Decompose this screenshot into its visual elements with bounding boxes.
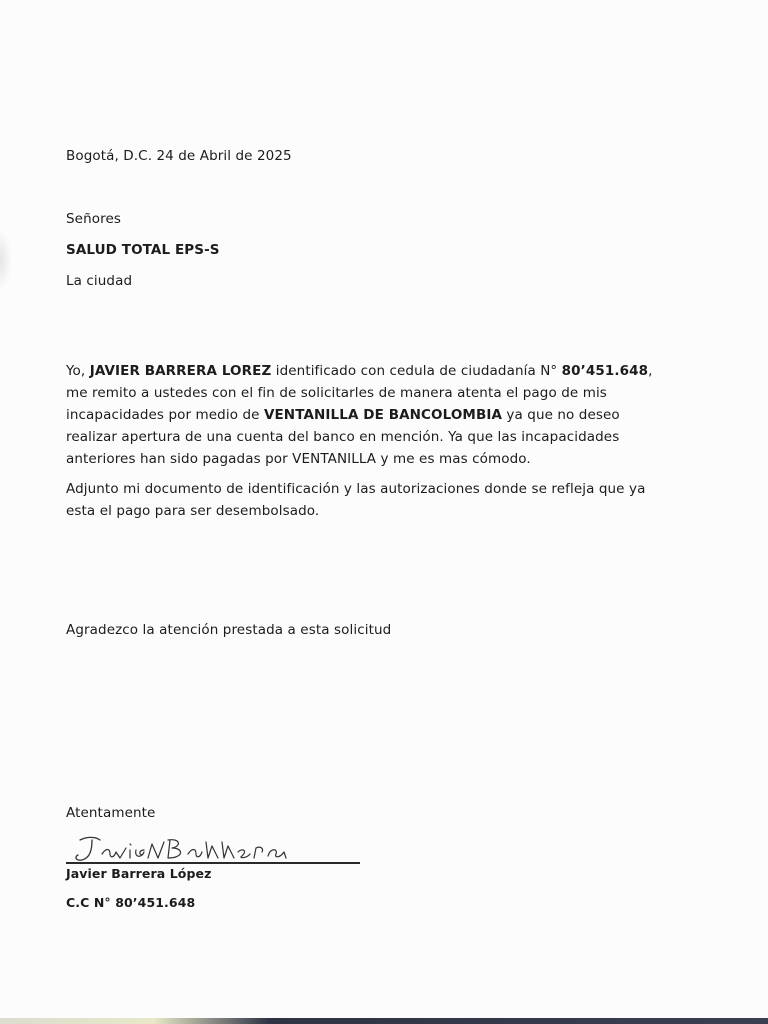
recipient: SALUD TOTAL EPS-S (66, 242, 220, 258)
requester-name: JAVIER BARRERA LOREZ (89, 363, 272, 379)
text: , (648, 363, 653, 379)
closing: Atentamente (66, 805, 156, 821)
place-date: Bogotá, D.C. 24 de Abril de 2025 (66, 148, 292, 164)
body-row: me remito a ustedes con el fin de solicitarles de manera atenta el pago de mis (66, 385, 607, 401)
text: identificado con cedula de ciudadanía N° (271, 363, 562, 379)
scan-edge (0, 1018, 768, 1024)
body-row: Adjunto mi documento de identificación y las autorizaciones donde se refleja que ya (66, 481, 646, 497)
salutation: Señores (66, 211, 121, 227)
body-paragraph-2 (66, 478, 706, 522)
body-row: esta el pago para ser desembolsado. (66, 503, 320, 519)
body-row (66, 404, 706, 426)
id-number: 80’451.648 (561, 363, 649, 379)
signer-id: C.C N° 80’451.648 (66, 895, 196, 910)
body-paragraph-1 (66, 360, 706, 470)
scan-shadow (0, 230, 12, 290)
text: incapacidades por medio de (66, 407, 264, 423)
signer-name: Javier Barrera López (66, 866, 212, 881)
city: La ciudad (66, 273, 133, 289)
bank-name: VENTANILLA DE BANCOLOMBIA (263, 407, 503, 423)
text: ya que no deseo (502, 407, 620, 423)
text: Yo, (66, 363, 90, 379)
body-row: realizar apertura de una cuenta del banco en mención. Ya que las incapacidades (66, 429, 620, 445)
body-row: anteriores han sido pagadas por VENTANILLA y me es mas cómodo. (66, 451, 531, 467)
body-row (66, 360, 706, 382)
thanks-line: Agradezco la atención prestada a esta solicitud (66, 622, 392, 638)
signature-rule (66, 862, 360, 864)
